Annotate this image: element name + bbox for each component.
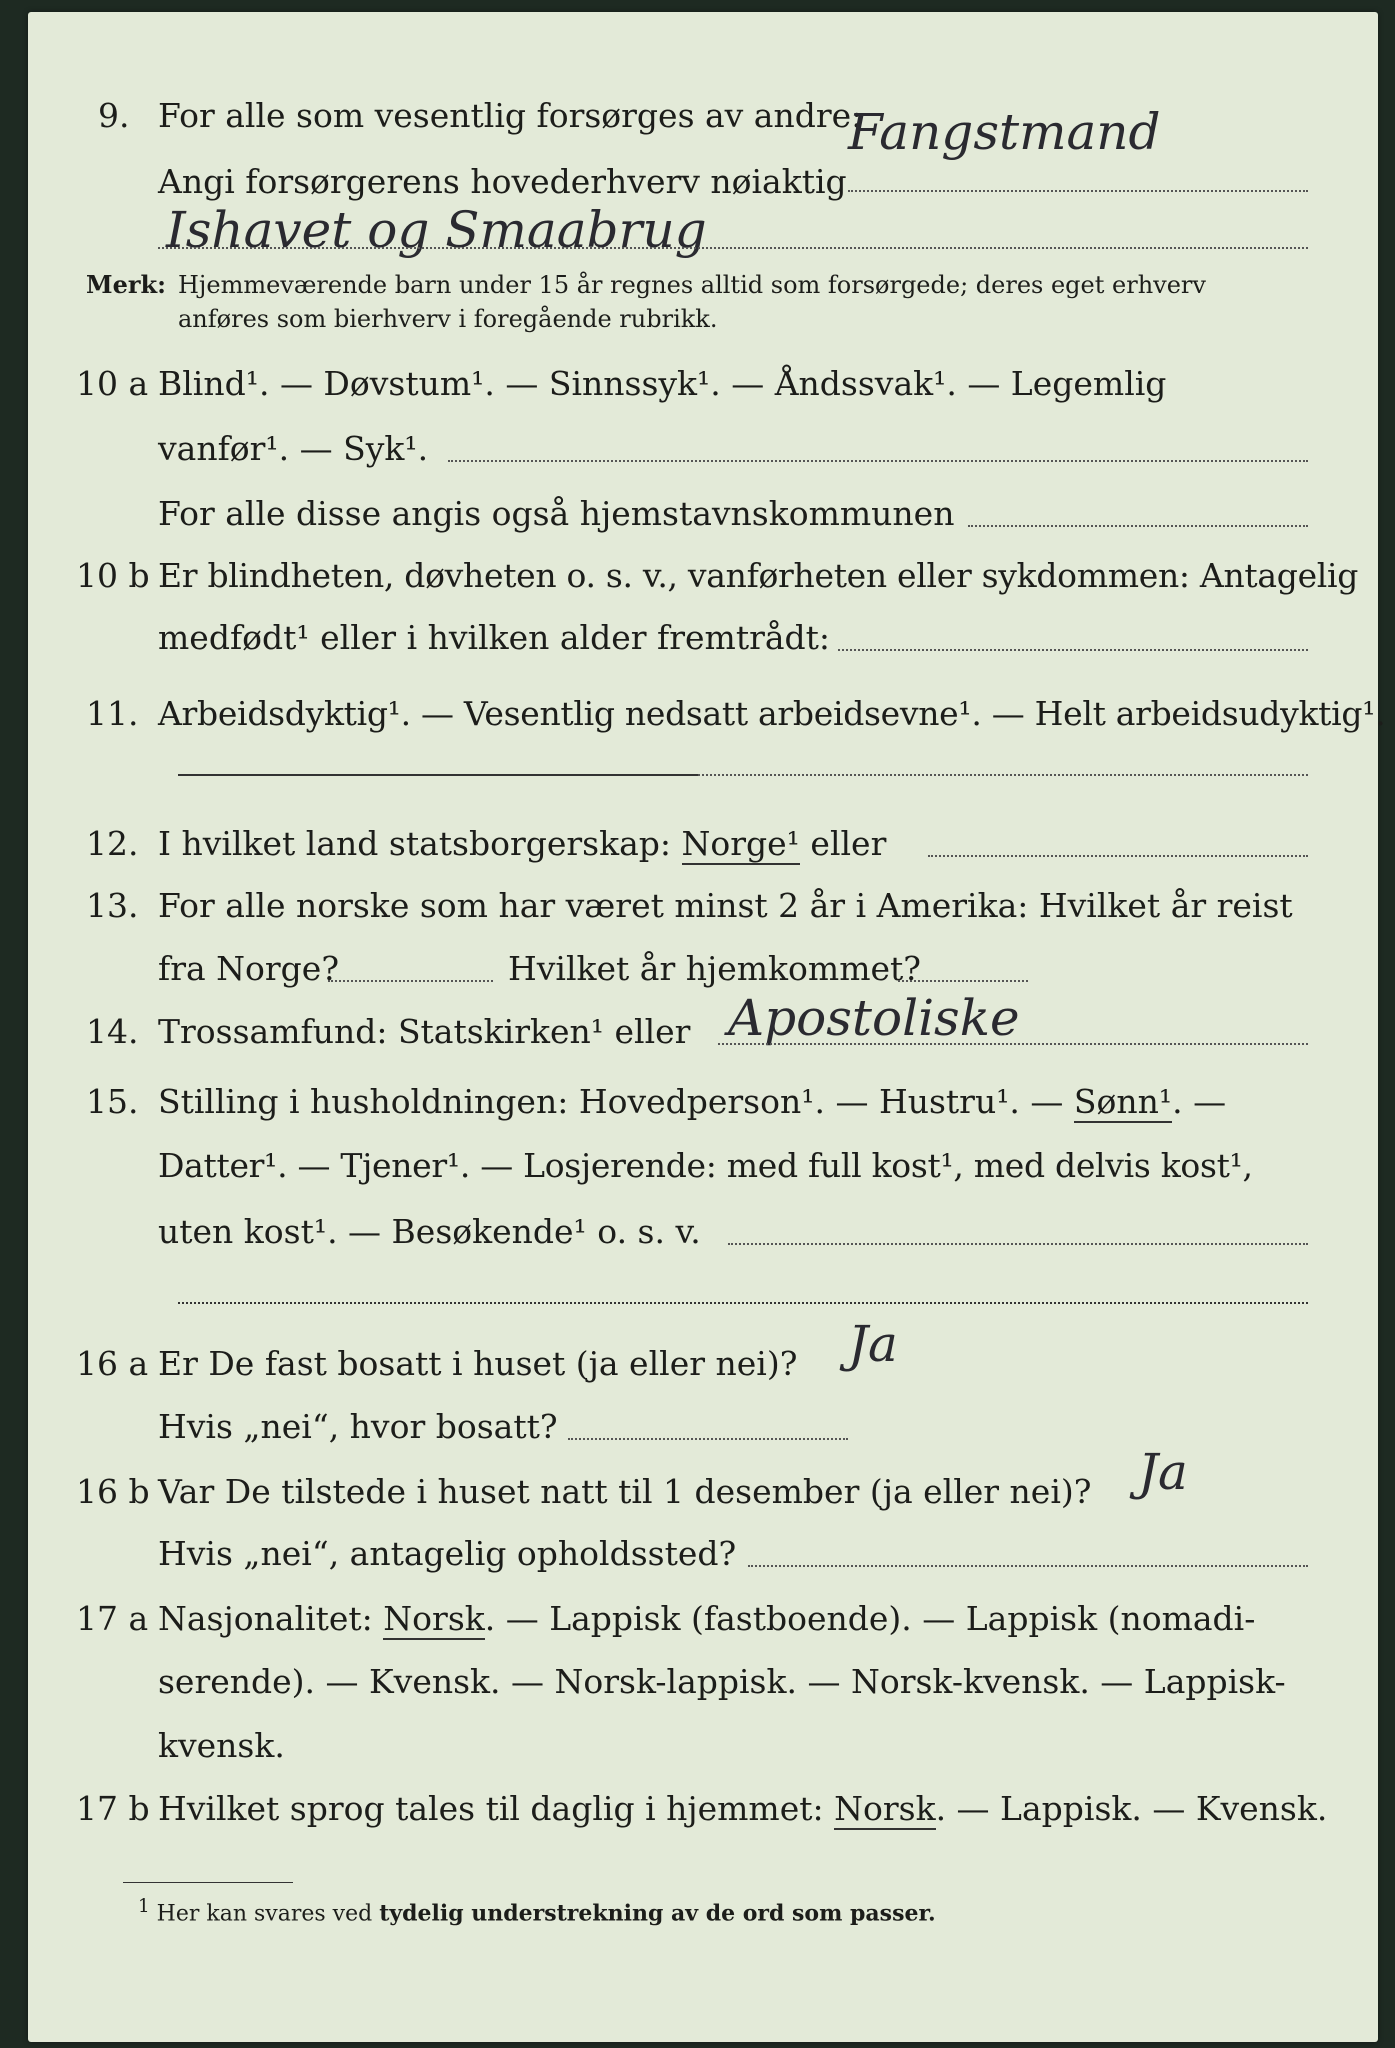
q10a-line3: For alle disse angis også hjemstavnskommunen [158, 494, 955, 533]
q16a-number: 16 a [76, 1344, 149, 1383]
q10a-number: 10 a [76, 364, 149, 403]
q12-question: I hvilket land statsborgerskap: [158, 824, 672, 863]
q11-line1: Arbeidsdyktig¹. — Vesentlig nedsatt arbeidsevne¹. — Helt arbeidsudyktig¹. [158, 694, 1386, 733]
q10b-line2: medfødt¹ eller i hvilken alder fremtrådt: [158, 618, 831, 657]
q9-fill-line-1[interactable] [848, 190, 1308, 192]
q14-fill-line[interactable] [718, 1043, 1308, 1045]
q9-fill-line-2[interactable] [158, 247, 1308, 249]
q12-line [158, 822, 886, 866]
q17a-line3: kvensk. [158, 1726, 285, 1765]
q14-number: 14. [86, 1012, 139, 1051]
q13-line2b: Hvilket år hjemkommet? [508, 949, 921, 988]
q17a-number: 17 a [76, 1599, 149, 1638]
q11-fill-line[interactable] [698, 774, 1308, 776]
q9-line1: For alle som vesentlig forsørges av andre: [158, 96, 863, 135]
q16a-handwriting-answer: Ja [848, 1315, 898, 1373]
q15-line2: Datter¹. — Tjener¹. — Losjerende: med full kost¹, med delvis kost¹, [158, 1146, 1253, 1185]
census-form-page [28, 12, 1386, 2042]
q16b-line2: Hvis „nei“, antagelig opholdssted? [158, 1534, 737, 1573]
q10a-line1: Blind¹. — Døvstum¹. — Sinnssyk¹. — Åndssvak¹. — Legemlig [158, 364, 1167, 403]
q10b-line1: Er blindheten, døvheten o. s. v., vanførheten eller sykdommen: Antagelig [158, 556, 1359, 595]
q17b-question: Hvilket sprog tales til daglig i hjemmet: [158, 1789, 824, 1828]
q12-fill-line[interactable] [928, 855, 1308, 857]
footnote-text-bold: tydelig understrekning av de ord som passer. [379, 1900, 936, 1927]
q15-fill-line-1[interactable] [728, 1243, 1308, 1245]
q13-number: 13. [86, 886, 139, 925]
q16a-line2: Hvis „nei“, hvor bosatt? [158, 1407, 558, 1446]
q17b-line1 [158, 1787, 1327, 1831]
q12-eller: eller [810, 824, 887, 863]
q10a-line2: vanfør¹. — Syk¹. [158, 429, 429, 468]
q17a-line2: serende). — Kvensk. — Norsk-lappisk. — Norsk-kvensk. — Lappisk- [158, 1662, 1286, 1701]
q12-number: 12. [86, 824, 139, 863]
q12-option-norge[interactable]: Norge¹ [681, 824, 800, 863]
q9-handwriting-detail: Ishavet og Smaabrug [166, 201, 707, 259]
q16a-fill-line[interactable] [568, 1438, 848, 1440]
q10a-fill-line-2[interactable] [968, 525, 1308, 527]
q14-line1: Trossamfund: Statskirken¹ eller [158, 1012, 691, 1051]
q17a-option-norsk[interactable]: Norsk [383, 1599, 485, 1638]
q15-line1-end: . — [1172, 1082, 1227, 1121]
q16b-number: 16 b [76, 1472, 150, 1511]
q9-line2: Angi forsørgerens hovederhverv nøiaktig [158, 162, 847, 201]
q15-number: 15. [86, 1082, 139, 1121]
q16b-fill-line[interactable] [748, 1565, 1308, 1567]
q10b-number: 10 b [76, 556, 150, 595]
q16b-handwriting-answer: Ja [1138, 1443, 1188, 1501]
merk-line1: Hjemmeværende barn under 15 år regnes alltid som forsørgede; deres eget erhverv [178, 271, 1206, 299]
q13-fill-year-left[interactable] [328, 980, 493, 982]
q14-handwriting-faith: Apostoliske [728, 989, 1020, 1047]
q10a-fill-line-1[interactable] [448, 460, 1308, 462]
q15-line1 [158, 1080, 1226, 1124]
q17b-option-norsk[interactable]: Norsk [834, 1789, 936, 1828]
q15-line3: uten kost¹. — Besøkende¹ o. s. v. [158, 1212, 701, 1251]
q9-handwriting-occupation: Fangstmand [848, 103, 1161, 161]
q16b-line1: Var De tilstede i huset natt til 1 desember (ja eller nei)? [158, 1472, 1092, 1511]
q13-line2a: fra Norge? [158, 949, 340, 988]
q10b-fill-line[interactable] [838, 649, 1308, 651]
q13-line1: For alle norske som har været minst 2 år i Amerika: Hvilket år reist [158, 886, 1293, 925]
footnote-mark: 1 [138, 1896, 150, 1917]
merk-label: Merk: [86, 270, 166, 299]
q17b-number: 17 b [76, 1789, 150, 1828]
q15-line1-text: Stilling i husholdningen: Hovedperson¹. — Hustru¹. — [158, 1082, 1064, 1121]
q15-fill-line-2[interactable] [178, 1302, 1308, 1304]
footnote-text-regular: Her kan svares ved [156, 1901, 373, 1927]
q16a-line1: Er De fast bosatt i huset (ja eller nei)? [158, 1344, 798, 1383]
q17b-options: . — Lappisk. — Kvensk. [935, 1789, 1328, 1828]
footnote [138, 1892, 936, 1929]
q9-number: 9. [98, 96, 130, 135]
q17a-line1 [158, 1597, 1255, 1641]
q13-fill-year-returned[interactable] [898, 980, 1028, 982]
footnote-divider [123, 1882, 293, 1883]
q11-rule-left [178, 774, 698, 776]
q15-option-sonn[interactable]: Sønn¹ [1073, 1082, 1173, 1121]
q11-number: 11. [86, 694, 139, 733]
q17a-options: . — Lappisk (fastboende). — Lappisk (nomadi- [484, 1599, 1256, 1638]
q17a-label: Nasjonalitet: [158, 1599, 373, 1638]
merk-line2: anføres som bierhverv i foregående rubrikk. [178, 305, 718, 333]
